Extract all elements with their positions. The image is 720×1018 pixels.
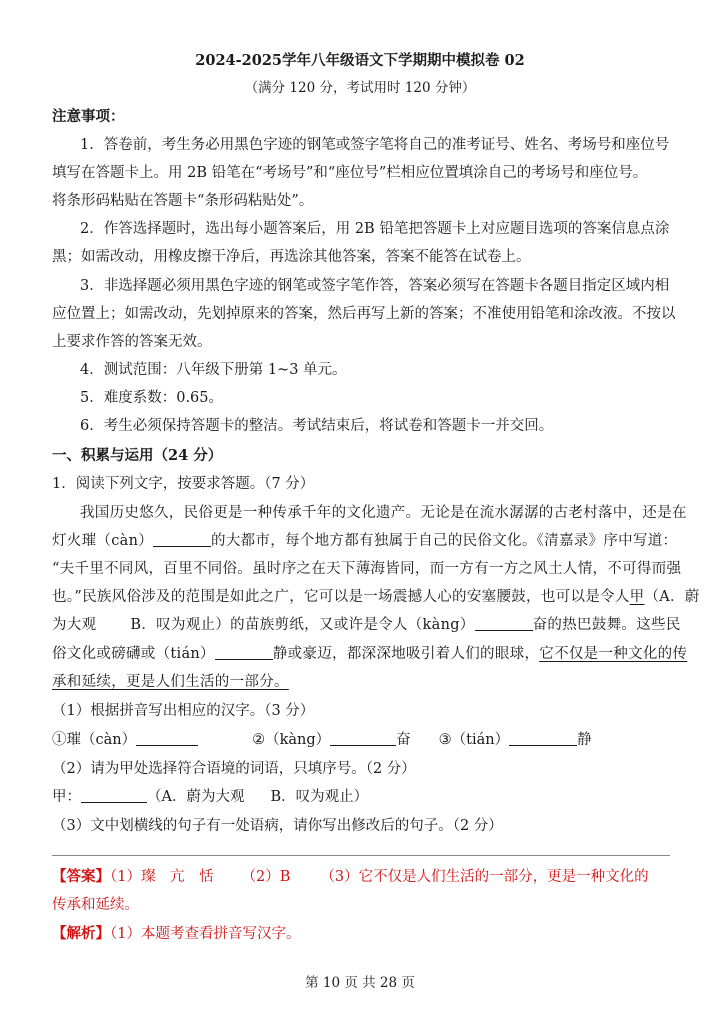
answer-blank[interactable] (330, 731, 396, 746)
answer-line: 【答案】（1）璨 亢 恬 （2）B （3）它不仅是人们生活的一部分，更是一种文化的 (52, 868, 649, 885)
answer-blank[interactable] (509, 731, 577, 746)
page-number: 第 10 页 共 28 页 (305, 975, 415, 991)
fill-row: 甲： （A．蔚为大观 B．叹为观止） (52, 789, 369, 805)
answer-blank[interactable] (136, 731, 198, 746)
passage-line: 也。”民族风俗涉及的范围是如此之广，它可以是一场震撼人心的安塞腰鼓，也可以是令人甲（A．蔚 (52, 589, 700, 605)
notes-heading: 注意事项： (52, 108, 125, 125)
note-line: 3．非选择题必须用黑色字迹的钢笔或签字笔作答，答案必须写在答题卡各题目指定区域内相 (80, 278, 670, 294)
fill-blank (215, 645, 273, 660)
fill-row: ①璀（càn） ②（kàng） 奋 ③（tián） 静 (52, 732, 592, 748)
note-line: 1．答卷前，考生务必用黑色字迹的钢笔或签字笔将自己的准考证号、姓名、考场号和座位号 (80, 137, 670, 153)
note-line: 上要求作答的答案无效。 (52, 334, 212, 350)
underlined-sentence: 它不仅是一种文化的传 (539, 646, 688, 662)
note-line: 黑；如需改动，用橡皮擦干净后，再选涂其他答案，答案不能答在试卷上。 (52, 249, 531, 265)
passage-line: 俗文化或磅礴或（tián） 静或豪迈，都深深地吸引着人们的眼球，它不仅是一种文化的传 (52, 646, 688, 662)
section-heading: 一、积累与运用（24 分） (52, 447, 223, 464)
analysis-tag: 【解析】 (52, 925, 110, 942)
fill-blank (475, 616, 533, 631)
page-subtitle: （满分 120 分，考试用时 120 分钟） (244, 80, 476, 96)
answer-blank[interactable] (81, 788, 147, 803)
sub-question: （3）文中划横线的句子有一处语病，请你写出修改后的句子。（2 分） (52, 818, 503, 834)
underlined-sentence: 承和延续，更是人们生活的一部分。 (52, 674, 289, 690)
note-line: 填写在答题卡上。用 2B 铅笔在“考场号”和“座位号”栏相应位置填涂自己的考场号和座位号。 (52, 165, 648, 181)
sub-question: （2）请为甲处选择符合语境的词语，只填序号。（2 分） (52, 761, 416, 777)
passage-line: 为大观 B．叹为观止）的苗族剪纸，又或许是令人（kàng） 奋的热巴鼓舞。这些民 (52, 617, 681, 633)
sub-question: （1）根据拼音写出相应的汉字。（3 分） (52, 703, 315, 719)
note-line: 5．难度系数：0.65。 (80, 390, 224, 406)
note-line: 2．作答选择题时，选出每小题答案后，用 2B 铅笔把答题卡上对应题目选项的答案信息点涂 (80, 221, 670, 237)
fill-blank (153, 532, 211, 547)
marker-jia: 甲 (629, 589, 645, 605)
answer-line: 传承和延续。 (52, 897, 139, 913)
note-line: 将条形码粘贴在答题卡“条形码粘贴处”。 (52, 193, 314, 209)
question-stem: 1．阅读下列文字，按要求答题。（7 分） (52, 476, 315, 492)
passage-line: “夫千里不同风，百里不同俗。虽时序之在天下薄海皆同，而一方有一方之风土人情，不可得而强 (52, 561, 682, 577)
note-line: 4．测试范围：八年级下册第 1~3 单元。 (80, 362, 347, 378)
note-line: 应位置上；如需改动，先划掉原来的答案，然后再写上新的答案；不准使用铅笔和涂改液。不按以 (52, 306, 676, 322)
answer-tag: 【答案】 (52, 868, 110, 885)
note-line: 6．考生必须保持答题卡的整洁。考试结束后，将试卷和答题卡一并交回。 (80, 418, 554, 434)
page-title: 2024-2025学年八年级语文下学期期中模拟卷 02 (195, 52, 525, 69)
divider (52, 855, 670, 856)
passage-line: 灯火璀（càn） 的大都市，每个地方都有独属于自己的民俗文化。《清嘉录》序中写道： (52, 533, 678, 549)
passage-line: 我国历史悠久，民俗更是一种传承千年的文化遗产。无论是在流水潺潺的古老村落中，还是在 (80, 505, 687, 521)
analysis-line: 【解析】（1）本题考查看拼音写汉字。 (52, 925, 301, 942)
